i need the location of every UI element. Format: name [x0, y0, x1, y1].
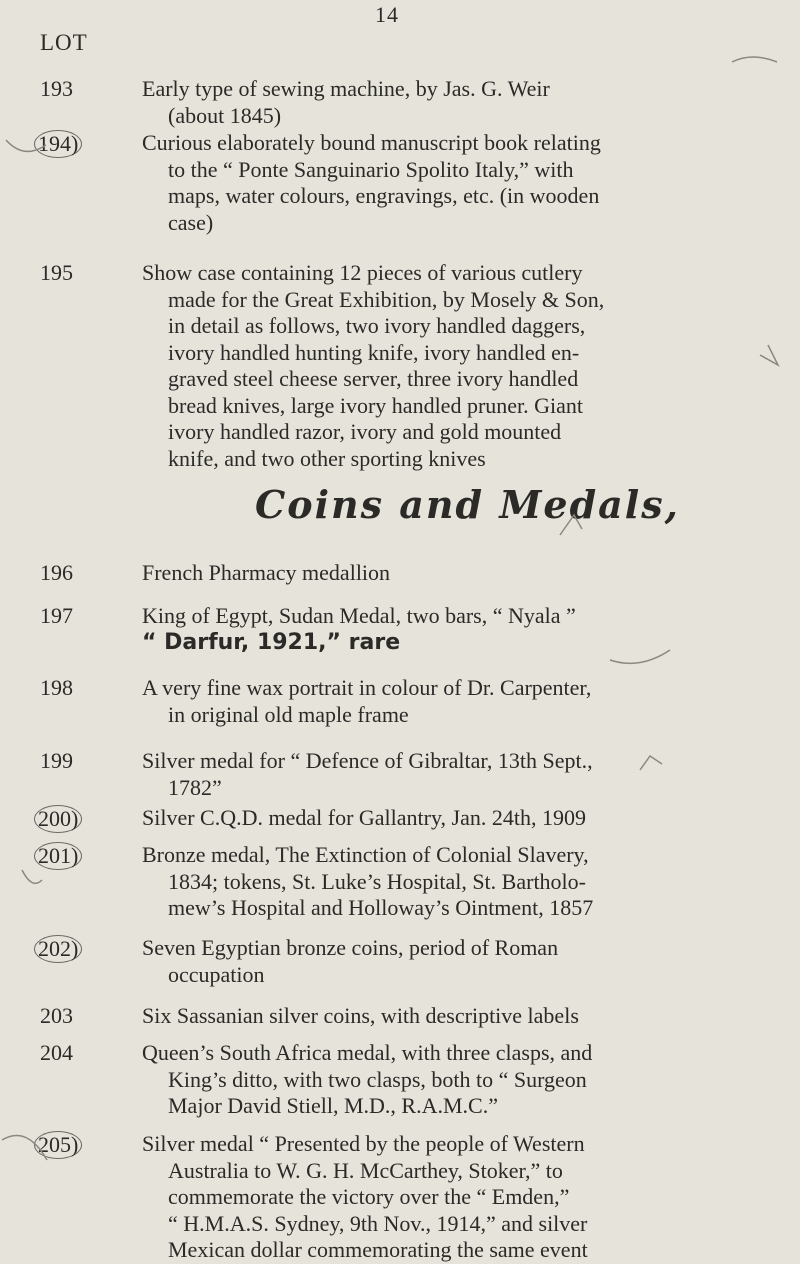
description-line: maps, water colours, engravings, etc. (in wooden — [168, 183, 600, 208]
description-line: Seven Egyptian bronze coins, period of Roman — [142, 935, 559, 960]
description-line: ivory handled hunting knife, ivory handled en- — [168, 339, 580, 365]
description-line: Bronze medal, The Extinction of Colonial Slavery, — [142, 842, 589, 867]
description-line: Queen’s South Africa medal, with three clasps, and — [142, 1040, 593, 1065]
description-line: French Pharmacy medallion — [142, 560, 391, 585]
description-line: made for the Great Exhibition, by Mosely & Son, — [168, 286, 605, 312]
description-line: Silver C.Q.D. medal for Gallantry, Jan. 24th, 1909 — [142, 805, 586, 830]
description-line: case) — [168, 209, 214, 235]
description-line: Six Sassanian silver coins, with descriptive labels — [142, 1003, 579, 1028]
lot-number: 193 — [40, 76, 73, 101]
description-line: occupation — [168, 961, 265, 987]
description-line: A very fine wax portrait in colour of Dr. Carpenter, — [142, 675, 592, 700]
description-line: King of Egypt, Sudan Medal, two bars, “ Nyala ” — [142, 603, 576, 628]
description-line: Silver medal for “ Defence of Gibraltar, 13th Sept., — [142, 748, 593, 773]
description-line: “ H.M.A.S. Sydney, 9th Nov., 1914,” and silver — [168, 1210, 588, 1236]
lot-number: 198 — [40, 675, 73, 700]
description-line: Major David Stiell, M.D., R.A.M.C.” — [168, 1093, 498, 1118]
description-line: in original old maple frame — [168, 701, 409, 727]
description-line: Australia to W. G. H. McCarthey, Stoker,” to — [168, 1157, 563, 1183]
description-line: “ Darfur, 1921,” rare — [142, 629, 401, 655]
description-line: commemorate the victory over the “ Emden,” — [168, 1184, 570, 1209]
description-line: Show case containing 12 pieces of various cutlery — [142, 260, 583, 285]
description-line: 1834; tokens, St. Luke’s Hospital, St. Bartholo- — [168, 868, 586, 894]
lot-column-header: LOT — [40, 30, 88, 55]
lot-number: 197 — [40, 603, 73, 628]
description-line: Curious elaborately bound manuscript book relating — [142, 130, 601, 155]
description-line: (about 1845) — [168, 102, 282, 128]
description-line: Mexican dollar commemorating the same event — [168, 1237, 588, 1262]
description-line: graved steel cheese server, three ivory handled — [168, 366, 579, 391]
circled-lot-number: 194) — [34, 130, 82, 158]
circled-lot-number: 200) — [34, 805, 82, 833]
circled-lot-number: 201) — [34, 842, 82, 870]
lot-number: 196 — [40, 560, 73, 585]
description-line: mew’s Hospital and Holloway’s Ointment, 1857 — [168, 895, 594, 920]
description-line: to the “ Ponte Sanguinario Spolito Italy,” with — [168, 156, 574, 182]
circled-lot-number: 205) — [34, 1131, 82, 1159]
description-line: Silver medal “ Presented by the people of Western — [142, 1131, 585, 1156]
circled-lot-number: 202) — [34, 935, 82, 963]
description-line: knife, and two other sporting knives — [168, 445, 486, 471]
description-line: King’s ditto, with two clasps, both to “ Surgeon — [168, 1066, 587, 1092]
description-line: 1782” — [168, 774, 222, 800]
lot-number: 203 — [40, 1003, 73, 1028]
page-number: 14 — [375, 2, 399, 27]
lot-number: 204 — [40, 1040, 73, 1065]
lot-number: 195 — [40, 260, 73, 285]
description-line: in detail as follows, two ivory handled daggers, — [168, 313, 586, 338]
section-heading: Coins and Medals, — [255, 482, 680, 527]
lot-number: 199 — [40, 748, 73, 773]
description-line: Early type of sewing machine, by Jas. G. Weir — [142, 76, 550, 101]
description-line: bread knives, large ivory handled pruner. Giant — [168, 392, 584, 418]
description-line: ivory handled razor, ivory and gold mounted — [168, 419, 562, 444]
